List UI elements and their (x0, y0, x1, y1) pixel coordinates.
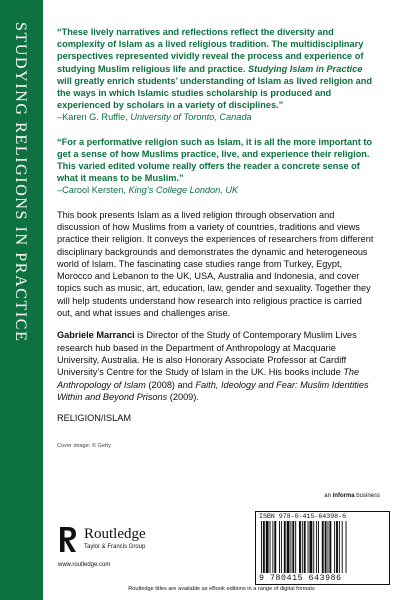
barcode-bar (328, 521, 329, 573)
routledge-logo (57, 525, 217, 568)
endorsement-quote-2: “For a performative religion such as Islam, it is all the more important to get a sense of how Muslims practice, live, and experience their religion. This varied edited volume really offers the reader a concrete sense of what it means to be Muslim.” (57, 136, 372, 184)
barcode-bar (302, 521, 303, 573)
quote-1-book-title: Studying Islam in Practice (247, 63, 363, 74)
barcode-bar (263, 521, 265, 573)
author-name: Gabriele Marranci (57, 330, 135, 341)
routledge-r-icon (57, 525, 79, 555)
barcode-bar (299, 521, 301, 573)
barcode-bar (290, 521, 291, 573)
barcode (260, 521, 384, 573)
barcode-bar (295, 521, 296, 573)
quote-1-text-end: will greatly enrich students’ understanding of Islam as lived religion and the ways in which Islamic studies scholarship is produced and experienced by scholars in a variety of disciplines.” (57, 75, 372, 111)
back-cover-footer (43, 490, 400, 600)
cover-image-credit: Cover image: © Getty (57, 443, 111, 450)
endorsement-attribution-1 (57, 111, 375, 123)
informa-business-note (324, 493, 380, 499)
barcode-bar (308, 521, 309, 573)
author-bio-text-1: is Director of the Study of Contemporary Muslim Lives research hub based in the Department of Anthropology at Macquarie University, Australia. He is also Honorary Associate Professor at Cardiff University’s Centre for the Study of Islam in the UK. His books include (57, 330, 357, 378)
publisher-url: www.routledge.com (58, 562, 111, 568)
barcode-bar (270, 521, 271, 573)
quote-1-author: –Karen G. Ruffle, (57, 112, 131, 123)
barcode-bar (304, 521, 306, 573)
barcode-bar (272, 521, 273, 573)
barcode-bar (274, 521, 276, 573)
barcode-digits: 9 780415 643986 (259, 574, 342, 583)
author-bio-text-3: (2009). (167, 391, 199, 402)
book-description: This book presents Islam as a lived religion through observation and discussion of how Muslims from a variety of countries, traditions and views practice their religion. It conveys the experiences of researchers from different disciplinary backgrounds and demonstrates the dynamic and heterogeneous world of Islam. The fascinating case studies range from Turkey, Egypt, Morocco and Lebanon to the UK, USA, Australia and Indonesia, and cover topics such as music, art, education, law, gender and sexuality. Together they will help students understand how research into religious practice is carried out, and what issues and challenges arise. (57, 209, 374, 319)
back-cover-text (57, 26, 375, 449)
barcode-bar (322, 521, 324, 573)
author-book-2: Faith, Ideology and Fear: Muslim Identities Within and Beyond Prisons (57, 379, 369, 402)
author-book-1: The Anthropology of Islam (57, 367, 360, 390)
barcode-bar (279, 521, 280, 573)
barcode-bar (329, 521, 331, 573)
barcode-bar (339, 521, 340, 573)
barcode-bar (316, 521, 317, 573)
author-bio-text-2: (2008) and (145, 379, 196, 390)
isbn-label: ISBN 978-0-415-64398-6 (259, 513, 347, 520)
barcode-bar (336, 521, 338, 573)
quote-2-affiliation: King’s College London, UK (128, 185, 239, 196)
barcode-bar (346, 521, 347, 573)
barcode-bar (318, 521, 319, 573)
ebook-availability-note: Routledge titles are available as eBook editions in a range of digital formats (128, 586, 315, 592)
spine-band (0, 0, 43, 600)
barcode-bar (313, 521, 314, 573)
isbn-barcode-box (255, 511, 390, 585)
quote-2-author: –Carool Kersten, (57, 185, 129, 196)
barcode-bar (292, 521, 294, 573)
barcode-bar (287, 521, 290, 573)
barcode-bar (334, 521, 335, 573)
barcode-bar (281, 521, 282, 573)
author-bio (57, 329, 375, 403)
barcode-bar (325, 521, 327, 573)
barcode-bar (342, 521, 343, 573)
endorsement-quote-1 (57, 26, 375, 111)
subject-category: RELIGION/ISLAM (57, 413, 132, 424)
quote-1-text-start: “These lively narratives and reflections reflect the diversity and complexity of Islam as a lived religious tradition. The multidisciplinary perspectives represented vividly reveal the process and experience of studying Muslim religious life and practice. (57, 27, 364, 74)
series-title: STUDYING RELIGIONS IN PRACTICE (12, 22, 29, 343)
barcode-bar (266, 521, 269, 573)
barcode-bar (261, 521, 262, 573)
publisher-name: Routledge (84, 526, 146, 542)
informa-brand: informa (332, 493, 355, 499)
endorsement-attribution-2 (57, 184, 375, 196)
quote-1-affiliation: University of Toronto, Canada (130, 112, 252, 123)
barcode-bar (309, 521, 312, 573)
barcode-bar (284, 521, 286, 573)
informa-prefix: an (324, 493, 333, 499)
publisher-subtitle: Taylor & Francis Group (84, 544, 146, 550)
informa-suffix: business (354, 493, 380, 499)
